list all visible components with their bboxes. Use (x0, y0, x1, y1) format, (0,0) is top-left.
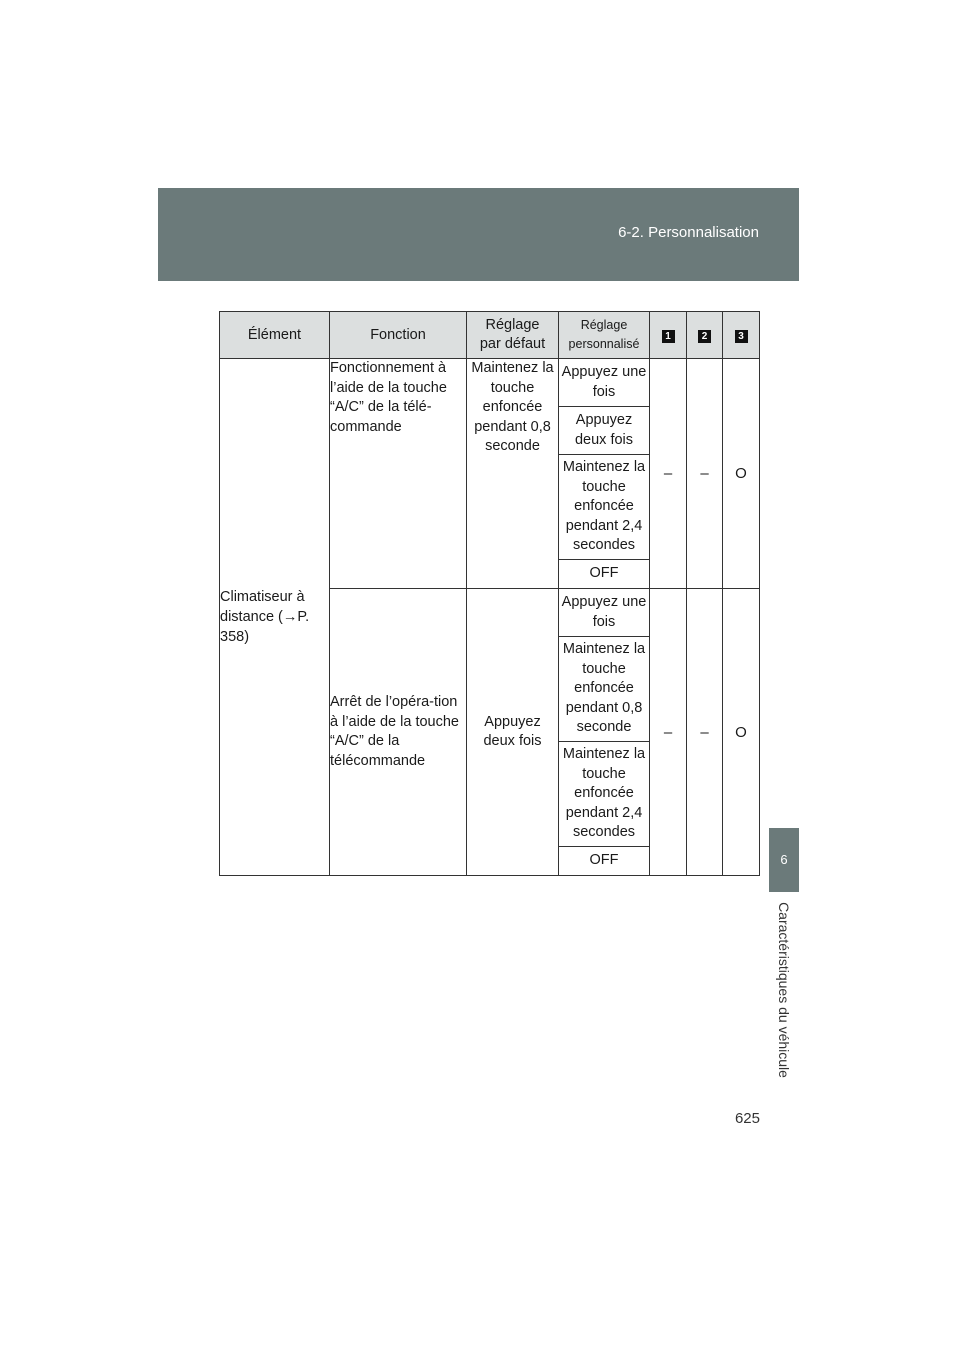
option-cell: Appuyez une fois (559, 589, 650, 637)
page-number: 625 (734, 1110, 760, 1127)
settings-table (219, 311, 760, 876)
option-cell: OFF (559, 560, 650, 589)
option-cell: Maintenez la touche enfoncée pendant 0,8 seconde (559, 637, 650, 742)
col1-cell: – (650, 359, 687, 589)
header-element: Élément (220, 312, 330, 359)
option-cell: Appuyez deux fois (559, 407, 650, 455)
header-function: Fonction (330, 312, 467, 359)
section-header (158, 188, 799, 281)
header-default: Réglage par défaut (467, 312, 559, 359)
table-header-row (220, 312, 760, 359)
number-badge: 2 (698, 330, 711, 343)
chapter-number: 6 (780, 852, 788, 867)
header-col-1 (650, 312, 687, 359)
option-cell: Maintenez la touche enfoncée pendant 2,4 secondes (559, 742, 650, 847)
element-cell: Climatiseur à distance (→P. 358) (220, 359, 330, 876)
number-badge: 1 (662, 330, 675, 343)
function-cell: Arrêt de l’opéra-tion à l’aide de la touche “A/C” de la télécommande (330, 589, 467, 876)
chapter-tab (769, 828, 799, 892)
header-custom: Réglage personnalisé (559, 312, 650, 359)
col1-cell: – (650, 589, 687, 876)
default-cell: Appuyez deux fois (467, 589, 559, 876)
col2-cell: – (687, 359, 723, 589)
section-title: 6-2. Personnalisation (618, 224, 759, 241)
default-cell: Maintenez la touche enfoncée pendant 0,8 seconde (467, 359, 559, 589)
chapter-label: Caractéristiques du véhicule (776, 902, 792, 1078)
table-row (220, 359, 760, 407)
col2-cell: – (687, 589, 723, 876)
number-badge: 3 (735, 330, 748, 343)
function-cell: Fonctionnement à l’aide de la touche “A/C” de la télé-commande (330, 359, 467, 589)
option-cell: Appuyez une fois (559, 359, 650, 407)
col3-cell: O (723, 589, 760, 876)
header-col-3 (723, 312, 760, 359)
header-col-2 (687, 312, 723, 359)
option-cell: Maintenez la touche enfoncée pendant 2,4 secondes (559, 455, 650, 560)
col3-cell: O (723, 359, 760, 589)
option-cell: OFF (559, 847, 650, 876)
